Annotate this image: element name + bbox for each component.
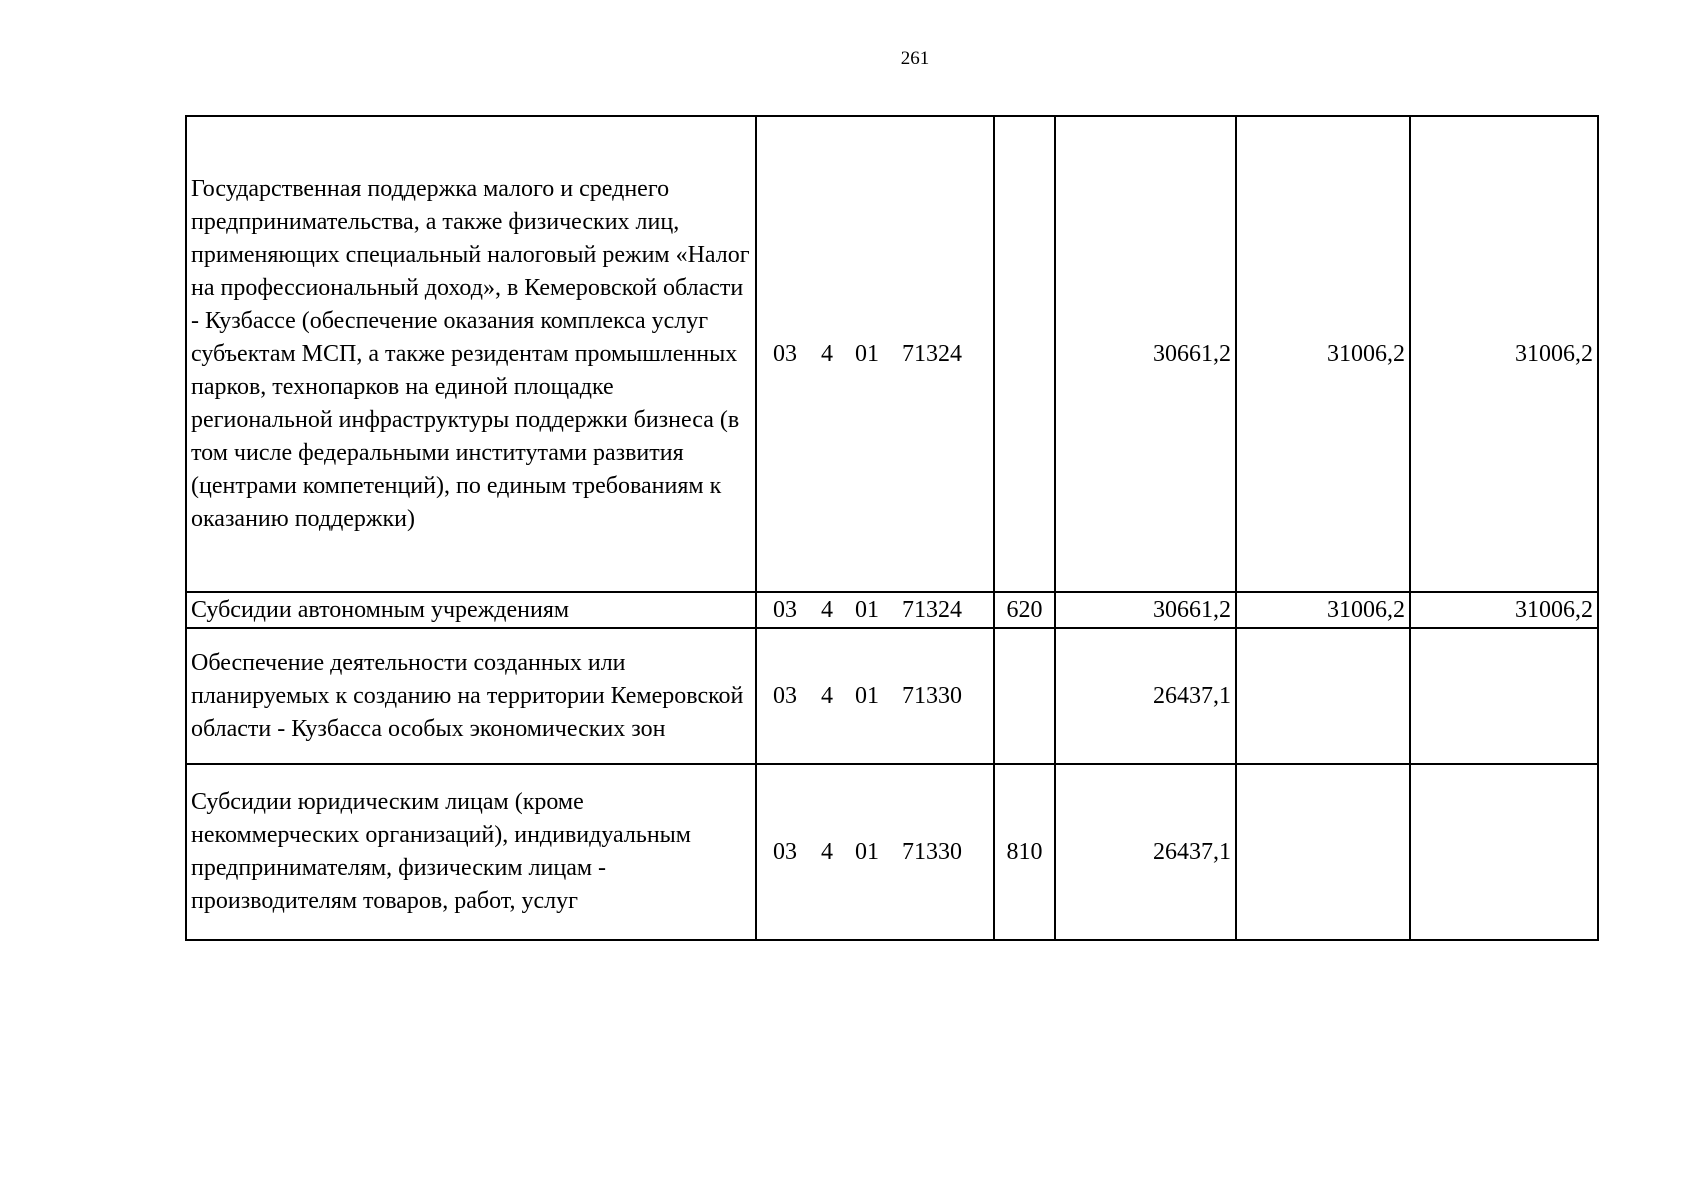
expense-type (994, 628, 1055, 764)
direction-code: 71324 (902, 340, 962, 367)
row-description: Субсидии автономным учреждениям (186, 592, 756, 628)
direction-code: 71330 (902, 682, 962, 709)
subprogram-code: 4 (821, 838, 833, 865)
amount-year-3: 31006,2 (1410, 592, 1598, 628)
table-row (186, 628, 1598, 764)
amount-year-1: 30661,2 (1055, 116, 1236, 592)
program-code: 03 (773, 838, 797, 865)
budget-table (185, 115, 1599, 941)
amount-year-1: 26437,1 (1055, 764, 1236, 940)
expense-type: 810 (994, 764, 1055, 940)
table-row (186, 592, 1598, 628)
expense-type: 620 (994, 592, 1055, 628)
event-code: 01 (855, 838, 879, 865)
direction-code: 71324 (902, 596, 962, 623)
row-description: Государственная поддержка малого и среднего предпринимательства, а также физических лиц, применяющих специальный налоговый режим «Налог на профессиональный доход», в Кемеровской области - Кузбассе (обеспечение оказания комплекса услуг субъектам МСП, а также резидентам промышленных парков, технопарков на единой площадке региональной инфраструктуры поддержки бизнеса (в том числе федеральными институтами развития (центрами компетенций), по единым требованиям к оказанию поддержки) (186, 116, 756, 592)
table-row (186, 116, 1598, 592)
classification-code (756, 116, 994, 592)
row-description: Обеспечение деятельности созданных или планируемых к созданию на территории Кемеровской области - Кузбасса особых экономических зон (186, 628, 756, 764)
amount-year-2 (1236, 628, 1410, 764)
classification-code (756, 592, 994, 628)
classification-code (756, 628, 994, 764)
program-code: 03 (773, 682, 797, 709)
amount-year-3: 31006,2 (1410, 116, 1598, 592)
amount-year-1: 30661,2 (1055, 592, 1236, 628)
amount-year-1: 26437,1 (1055, 628, 1236, 764)
table-row (186, 764, 1598, 940)
subprogram-code: 4 (821, 340, 833, 367)
subprogram-code: 4 (821, 596, 833, 623)
program-code: 03 (773, 340, 797, 367)
subprogram-code: 4 (821, 682, 833, 709)
amount-year-2: 31006,2 (1236, 592, 1410, 628)
amount-year-3 (1410, 628, 1598, 764)
amount-year-2: 31006,2 (1236, 116, 1410, 592)
page-number: 261 (900, 48, 930, 69)
program-code: 03 (773, 596, 797, 623)
amount-year-2 (1236, 764, 1410, 940)
event-code: 01 (855, 340, 879, 367)
event-code: 01 (855, 596, 879, 623)
classification-code (756, 764, 994, 940)
direction-code: 71330 (902, 838, 962, 865)
amount-year-3 (1410, 764, 1598, 940)
row-description: Субсидии юридическим лицам (кроме некоммерческих организаций), индивидуальным предпринимателям, физическим лицам - производителям товаров, работ, услуг (186, 764, 756, 940)
event-code: 01 (855, 682, 879, 709)
expense-type (994, 116, 1055, 592)
